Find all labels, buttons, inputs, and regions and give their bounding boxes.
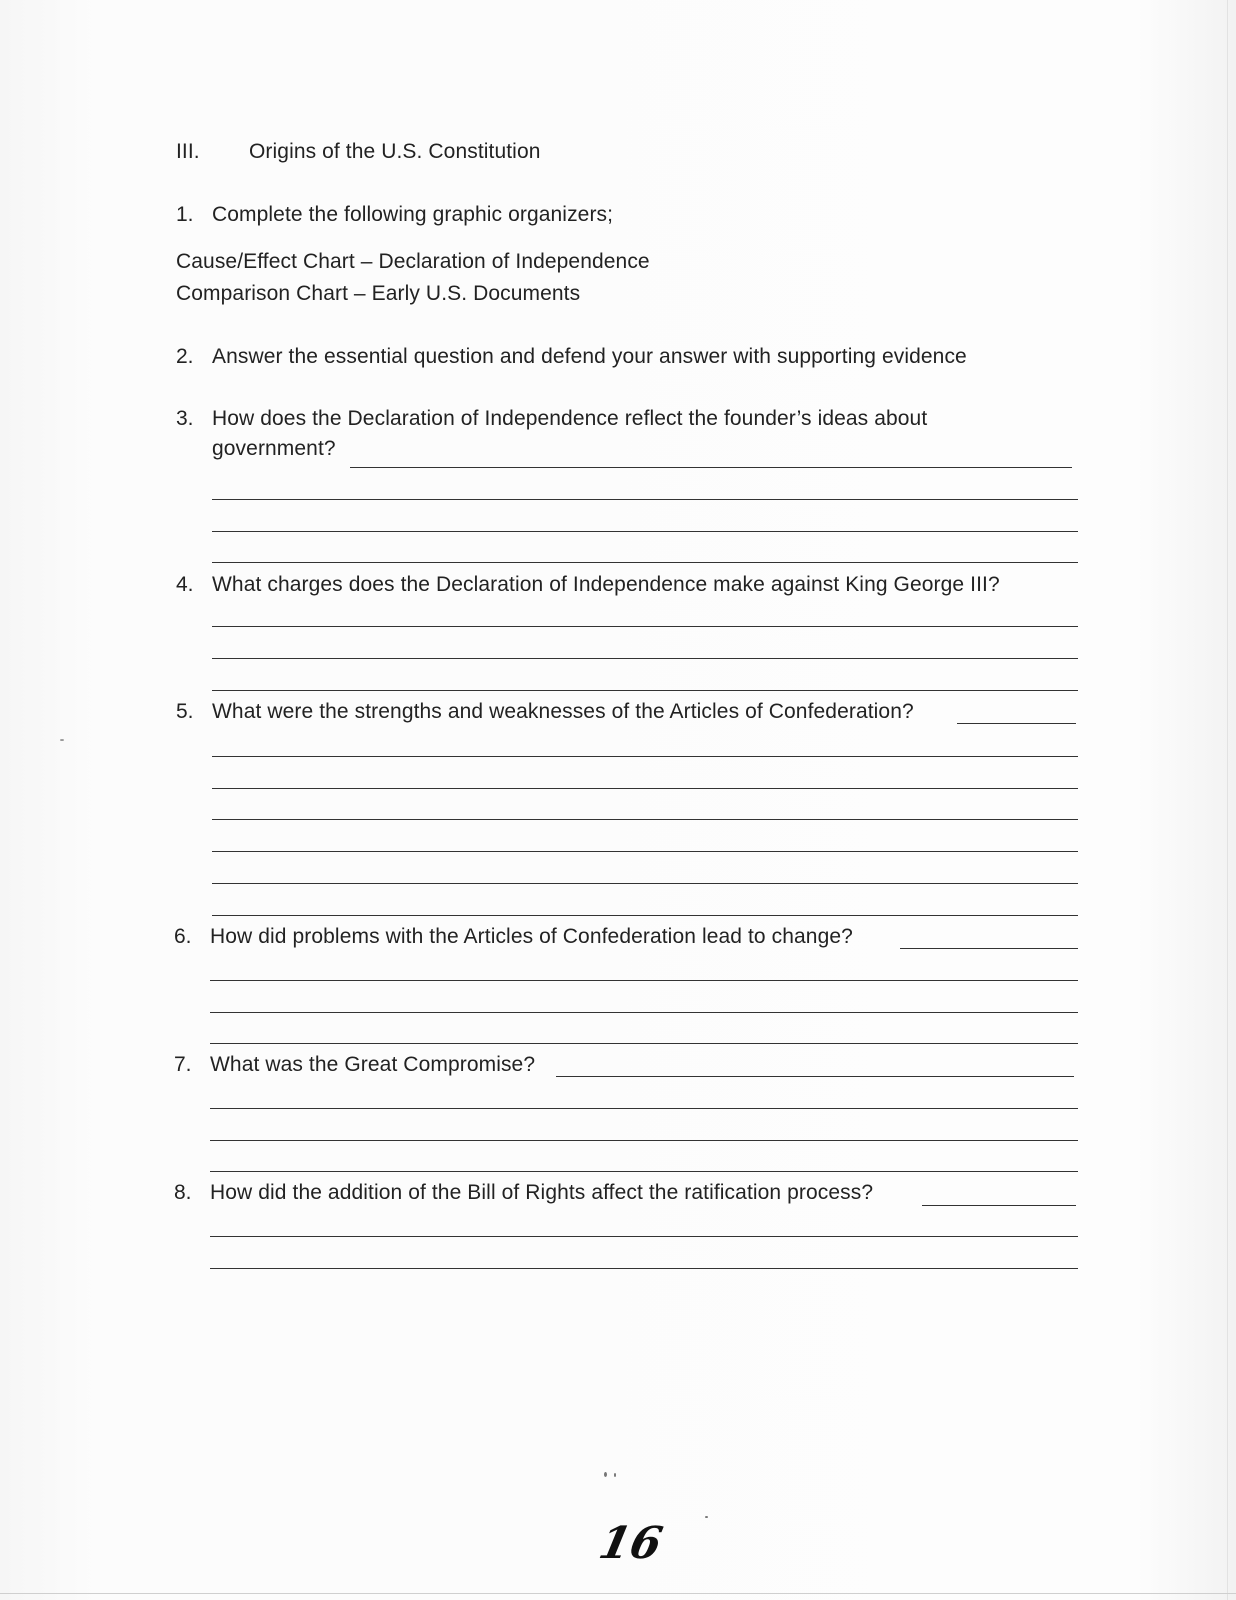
item-4-number: 4. [176, 573, 194, 596]
answer-line[interactable] [212, 915, 1078, 916]
answer-line[interactable] [212, 788, 1078, 789]
answer-line[interactable] [210, 1012, 1078, 1013]
item-4-text: What charges does the Declaration of Independence make against King George III? [212, 573, 1000, 596]
answer-line[interactable] [957, 723, 1076, 724]
answer-line[interactable] [212, 690, 1078, 691]
item-3-text-continued: government? [212, 437, 336, 460]
answer-line[interactable] [210, 1171, 1078, 1172]
item-1-text: Complete the following graphic organizers; [212, 203, 614, 226]
section-numeral: III. [176, 140, 200, 163]
item-6-number: 6. [174, 925, 192, 948]
page-number-handwritten: 16 [594, 1518, 667, 1569]
answer-line[interactable] [212, 819, 1078, 820]
answer-line[interactable] [212, 626, 1078, 627]
answer-line[interactable] [212, 851, 1078, 852]
answer-line[interactable] [210, 1268, 1078, 1269]
scan-speck [60, 739, 64, 741]
section-title: Origins of the U.S. Constitution [249, 140, 541, 163]
item-2-text: Answer the essential question and defend your answer with supporting evidence [212, 345, 967, 368]
item-3-number: 3. [176, 407, 194, 430]
organizer-comparison: Comparison Chart – Early U.S. Documents [176, 282, 581, 305]
item-2-number: 2. [176, 345, 194, 368]
answer-line[interactable] [210, 1140, 1078, 1141]
item-5-number: 5. [176, 700, 194, 723]
item-7-text: What was the Great Compromise? [210, 1053, 536, 1076]
scan-speck [614, 1473, 616, 1477]
organizer-cause-effect: Cause/Effect Chart – Declaration of Independence [176, 250, 650, 273]
scan-speck [604, 1472, 607, 1477]
answer-line[interactable] [210, 1043, 1078, 1044]
answer-line[interactable] [212, 658, 1078, 659]
item-6-text: How did problems with the Articles of Confederation lead to change? [210, 925, 853, 948]
answer-line[interactable] [556, 1076, 1074, 1077]
item-5-text: What were the strengths and weaknesses of the Articles of Confederation? [212, 700, 914, 723]
answer-line[interactable] [212, 756, 1078, 757]
answer-line[interactable] [210, 980, 1078, 981]
answer-line[interactable] [922, 1205, 1076, 1206]
item-1-number: 1. [176, 203, 194, 226]
answer-line[interactable] [212, 562, 1078, 563]
page-edge [1227, 0, 1228, 1600]
answer-line[interactable] [212, 531, 1078, 532]
scan-speck [705, 1516, 708, 1518]
item-3-text: How does the Declaration of Independence reflect the founder’s ideas about [212, 407, 928, 430]
answer-line[interactable] [212, 883, 1078, 884]
item-8-number: 8. [174, 1181, 192, 1204]
item-8-text: How did the addition of the Bill of Rights affect the ratification process? [210, 1181, 874, 1204]
page-edge [0, 1593, 1236, 1594]
answer-line[interactable] [350, 467, 1072, 468]
answer-line[interactable] [210, 1108, 1078, 1109]
answer-line[interactable] [212, 499, 1078, 500]
answer-line[interactable] [900, 948, 1078, 949]
answer-line[interactable] [210, 1236, 1078, 1237]
item-7-number: 7. [174, 1053, 192, 1076]
